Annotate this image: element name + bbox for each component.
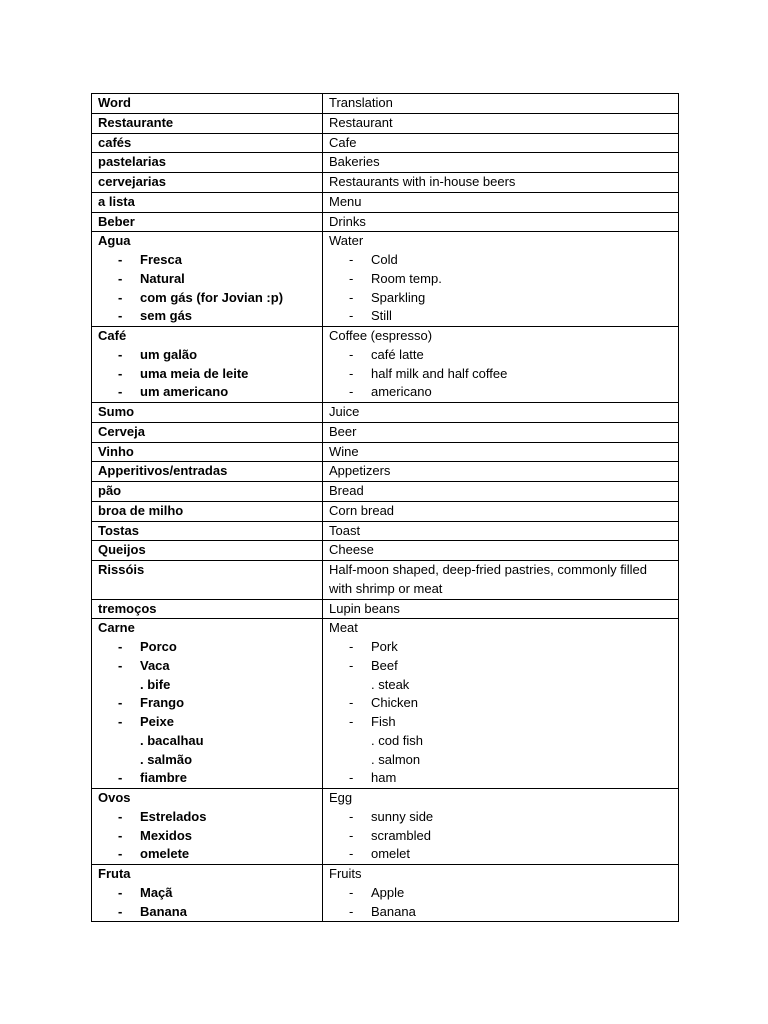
translation-cell xyxy=(323,327,679,403)
sub-item xyxy=(98,769,317,788)
word-cell-text: pão xyxy=(98,483,122,498)
translation-cell-text: Half-moon shaped, deep-fried pastries, commonly filled with shrimp or meat xyxy=(329,562,647,596)
word-cell-text: Tostas xyxy=(98,522,139,538)
bullet-dash: - xyxy=(349,884,354,900)
word-cell-text: Restaurante xyxy=(98,114,174,130)
table-row xyxy=(92,462,679,482)
bullet-dash: - xyxy=(349,846,354,862)
bullet-dash: - xyxy=(349,384,354,400)
translation-cell xyxy=(323,422,679,442)
sub-item xyxy=(329,845,673,864)
bullet-dash: - xyxy=(349,770,354,786)
sub-item xyxy=(329,657,673,676)
word-cell-text: Ovos xyxy=(98,790,131,805)
word-cell xyxy=(92,212,323,232)
sub-item xyxy=(98,657,317,676)
word-cell-text: Vinho xyxy=(98,443,134,459)
sub-item xyxy=(98,346,317,365)
sub-item xyxy=(98,845,317,864)
sub-item xyxy=(98,903,317,922)
bullet-dash: - xyxy=(349,808,354,824)
translation-cell xyxy=(323,865,679,922)
translation-cell-text: Water xyxy=(329,233,364,249)
bullet-dash: - xyxy=(349,346,354,362)
bullet-dash: - xyxy=(118,308,123,324)
word-cell-text: cervejarias xyxy=(98,174,166,189)
word-cell xyxy=(92,521,323,541)
sub-item xyxy=(329,713,673,732)
table-row xyxy=(92,442,679,462)
sub-item-text: Still xyxy=(371,308,392,324)
bullet-dash: - xyxy=(349,365,354,381)
sub-item-text: Estrelados xyxy=(140,808,207,824)
word-cell-text: tremoços xyxy=(98,600,157,616)
sub-item xyxy=(98,638,317,657)
translation-cell xyxy=(323,482,679,502)
sub-item xyxy=(329,383,673,402)
sub-item xyxy=(98,365,317,384)
table-row xyxy=(92,541,679,561)
bullet-dash: - xyxy=(118,770,123,786)
translation-cell xyxy=(323,113,679,133)
word-cell-text: cafés xyxy=(98,134,132,150)
sub-item xyxy=(329,307,673,326)
sub-item xyxy=(98,270,317,289)
translation-cell xyxy=(323,541,679,561)
translation-cell-text: Meat xyxy=(329,620,358,636)
sub-item xyxy=(98,383,317,402)
translation-cell xyxy=(323,462,679,482)
word-cell-text: a lista xyxy=(98,193,135,209)
translation-cell xyxy=(323,599,679,619)
sub-item-text: . cod fish xyxy=(371,732,424,748)
word-cell xyxy=(92,153,323,173)
sub-item xyxy=(329,289,673,308)
sub-item-text: sem gás xyxy=(140,308,193,324)
word-cell xyxy=(92,442,323,462)
bullet-dash: - xyxy=(118,808,123,824)
sub-item-text: Banana xyxy=(140,903,187,919)
translation-cell-text: Corn bread xyxy=(329,502,395,518)
sub-item-text: Fresca xyxy=(140,252,182,267)
translation-cell xyxy=(323,619,679,789)
bullet-dash: - xyxy=(118,884,123,900)
word-cell xyxy=(92,113,323,133)
word-cell-text: Carne xyxy=(98,620,135,636)
sub-item-text: . steak xyxy=(371,676,410,692)
word-cell-text: pastelarias xyxy=(98,154,166,170)
word-cell xyxy=(92,173,323,193)
sub-item xyxy=(98,289,317,308)
word-cell xyxy=(92,133,323,153)
translation-cell xyxy=(323,442,679,462)
word-cell-text: Café xyxy=(98,328,127,343)
translation-cell-text: Appetizers xyxy=(329,463,391,479)
bullet-dash: - xyxy=(118,270,123,286)
word-cell xyxy=(92,232,323,327)
table-row xyxy=(92,327,679,403)
translation-cell-text: Cafe xyxy=(329,134,357,150)
word-cell-text: Cerveja xyxy=(98,423,145,439)
bullet-dash: - xyxy=(118,289,123,305)
sub-item xyxy=(98,751,317,770)
sub-item xyxy=(98,732,317,751)
sub-item xyxy=(329,346,673,365)
translation-cell-text: Restaurants with in-house beers xyxy=(329,174,516,189)
translation-cell xyxy=(323,153,679,173)
bullet-dash: - xyxy=(349,308,354,324)
table-row xyxy=(92,173,679,193)
sub-item xyxy=(98,676,317,695)
table-body xyxy=(92,113,679,922)
translation-cell xyxy=(323,133,679,153)
sub-item xyxy=(329,751,673,770)
word-cell xyxy=(92,327,323,403)
translation-cell-text: Wine xyxy=(329,443,359,459)
bullet-dash: - xyxy=(118,714,123,729)
bullet-dash: - xyxy=(349,695,354,711)
bullet-dash: - xyxy=(349,903,354,919)
table-row xyxy=(92,619,679,789)
bullet-dash: - xyxy=(118,903,123,919)
table-row xyxy=(92,501,679,521)
bullet-dash: - xyxy=(118,346,123,362)
table-row xyxy=(92,422,679,442)
bullet-dash: - xyxy=(118,695,123,711)
sub-item-text: um americano xyxy=(140,384,229,400)
bullet-dash: - xyxy=(118,365,123,381)
table-row xyxy=(92,403,679,423)
word-cell-text: Apperitivos/entradas xyxy=(98,463,228,479)
sub-item-text: Sparkling xyxy=(371,289,426,305)
bullet-dash: - xyxy=(118,252,123,267)
translation-cell-text: Toast xyxy=(329,522,361,538)
sub-item-text: ham xyxy=(371,770,397,786)
sub-item-text: um galão xyxy=(140,346,198,362)
translation-cell-text: Menu xyxy=(329,193,362,209)
table-row xyxy=(92,482,679,502)
translation-cell-text: Beer xyxy=(329,423,357,439)
bullet-dash: - xyxy=(349,657,354,673)
bullet-dash: - xyxy=(118,827,123,843)
sub-item-text: Vaca xyxy=(140,657,170,673)
sub-item-text: half milk and half coffee xyxy=(371,365,508,381)
sub-item-text: Beef xyxy=(371,657,398,673)
table-row xyxy=(92,521,679,541)
table-row xyxy=(92,232,679,327)
translation-cell xyxy=(323,173,679,193)
word-cell xyxy=(92,865,323,922)
translation-cell-text: Fruits xyxy=(329,866,362,881)
sub-item-text: Porco xyxy=(140,639,177,654)
bullet-dash: - xyxy=(349,270,354,286)
bullet-dash: - xyxy=(118,657,123,673)
sub-item xyxy=(98,713,317,732)
sub-item-text: . salmão xyxy=(140,751,193,767)
word-cell-text: Queijos xyxy=(98,542,146,558)
sub-item xyxy=(329,638,673,657)
sub-item xyxy=(98,808,317,827)
sub-item xyxy=(329,884,673,903)
sub-item xyxy=(98,827,317,846)
word-cell-text: broa de milho xyxy=(98,502,184,518)
table-row xyxy=(92,865,679,922)
translation-cell xyxy=(323,212,679,232)
sub-item-text: Peixe xyxy=(140,714,174,729)
sub-item-text: sunny side xyxy=(371,808,434,824)
sub-item xyxy=(98,884,317,903)
sub-item-text: scrambled xyxy=(371,827,431,843)
sub-item-text: Frango xyxy=(140,695,185,711)
sub-item-text: Natural xyxy=(140,270,185,286)
sub-item-text: uma meia de leite xyxy=(140,365,249,381)
sub-item xyxy=(98,694,317,713)
translation-cell xyxy=(323,232,679,327)
sub-item xyxy=(329,694,673,713)
translation-cell-text: Juice xyxy=(329,404,360,419)
translation-cell xyxy=(323,192,679,212)
sub-item xyxy=(329,732,673,751)
word-cell-text: Agua xyxy=(98,233,131,249)
sub-item xyxy=(98,251,317,270)
translation-cell-text: Egg xyxy=(329,790,353,805)
word-cell-text: Beber xyxy=(98,213,135,229)
translation-cell-text: Lupin beans xyxy=(329,600,400,616)
bullet-dash: - xyxy=(349,827,354,843)
translation-cell xyxy=(323,501,679,521)
sub-item xyxy=(329,676,673,695)
word-cell xyxy=(92,192,323,212)
sub-item xyxy=(329,808,673,827)
sub-item-text: Room temp. xyxy=(371,270,442,286)
table-row xyxy=(92,113,679,133)
word-cell xyxy=(92,462,323,482)
bullet-dash: - xyxy=(349,639,354,654)
table-row xyxy=(92,212,679,232)
word-cell xyxy=(92,541,323,561)
translation-cell-text: Restaurant xyxy=(329,114,393,130)
sub-item-text: Cold xyxy=(371,252,398,267)
translation-cell-text: Coffee (espresso) xyxy=(329,328,433,343)
sub-item xyxy=(329,270,673,289)
sub-item-text: com gás (for Jovian :p) xyxy=(140,289,284,305)
sub-item-text: Fish xyxy=(371,714,396,729)
sub-item-text: omelete xyxy=(140,846,190,862)
word-cell xyxy=(92,599,323,619)
word-cell xyxy=(92,561,323,600)
word-cell-text: Fruta xyxy=(98,866,131,881)
sub-item-text: Maçã xyxy=(140,884,173,900)
sub-item-text: Apple xyxy=(371,884,405,900)
word-cell xyxy=(92,403,323,423)
vocabulary-table xyxy=(91,93,679,922)
word-cell xyxy=(92,422,323,442)
sub-item-text: . bacalhau xyxy=(140,732,204,748)
sub-item-text: Mexidos xyxy=(140,827,193,843)
table-row xyxy=(92,192,679,212)
bullet-dash: - xyxy=(349,714,354,729)
sub-item-text: café latte xyxy=(371,346,424,362)
table-row xyxy=(92,789,679,865)
bullet-dash: - xyxy=(349,252,354,267)
header-translation: Translation xyxy=(323,94,679,114)
header-word: Word xyxy=(92,94,323,114)
word-cell xyxy=(92,482,323,502)
sub-item xyxy=(98,307,317,326)
translation-cell-text: Drinks xyxy=(329,213,366,229)
bullet-dash: - xyxy=(118,846,123,862)
sub-item-text: fiambre xyxy=(140,770,187,786)
sub-item-text: Pork xyxy=(371,639,398,654)
table-row xyxy=(92,153,679,173)
table-header-row xyxy=(92,94,679,114)
translation-cell xyxy=(323,561,679,600)
translation-cell xyxy=(323,403,679,423)
word-cell xyxy=(92,789,323,865)
sub-item xyxy=(329,769,673,788)
translation-cell-text: Bread xyxy=(329,483,364,498)
bullet-dash: - xyxy=(118,639,123,654)
sub-item xyxy=(329,365,673,384)
word-cell xyxy=(92,619,323,789)
word-cell-text: Sumo xyxy=(98,404,135,419)
table-row xyxy=(92,133,679,153)
translation-cell xyxy=(323,789,679,865)
sub-item-text: . salmon xyxy=(371,751,421,767)
word-cell-text: Rissóis xyxy=(98,562,145,577)
sub-item-text: omelet xyxy=(371,846,411,862)
bullet-dash: - xyxy=(349,289,354,305)
sub-item-text: . bife xyxy=(140,676,171,692)
sub-item xyxy=(329,251,673,270)
sub-item xyxy=(329,903,673,922)
table-row xyxy=(92,561,679,600)
sub-item-text: americano xyxy=(371,384,432,400)
bullet-dash: - xyxy=(118,384,123,400)
sub-item-text: Banana xyxy=(371,903,416,919)
word-cell xyxy=(92,501,323,521)
translation-cell xyxy=(323,521,679,541)
table-row xyxy=(92,599,679,619)
translation-cell-text: Cheese xyxy=(329,542,374,558)
sub-item xyxy=(329,827,673,846)
sub-item-text: Chicken xyxy=(371,695,418,711)
translation-cell-text: Bakeries xyxy=(329,154,380,170)
